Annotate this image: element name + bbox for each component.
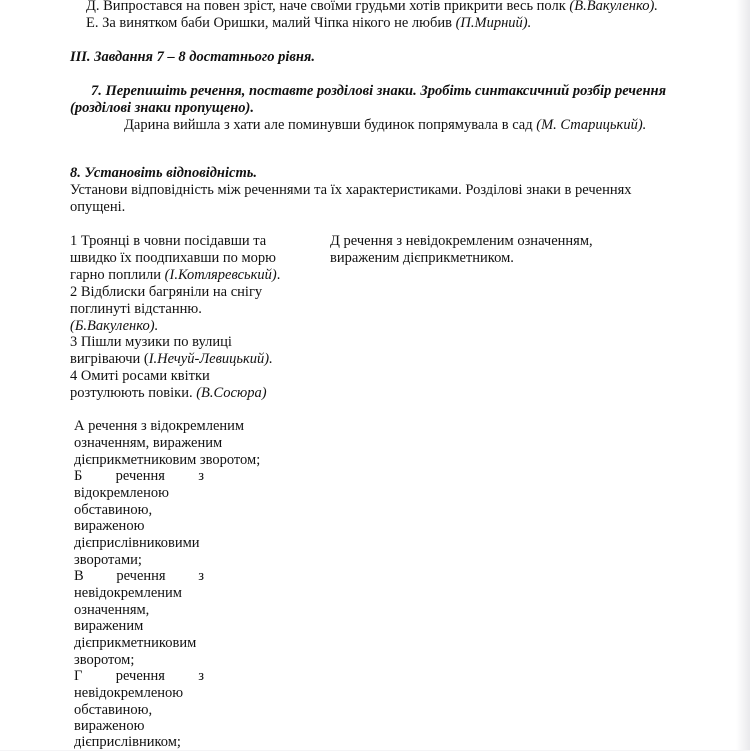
page-edge-shadow <box>736 0 750 750</box>
option-b-line1 <box>74 468 204 485</box>
sentence-1-text: гарно поплили <box>70 267 165 283</box>
task8-heading: 8. Установіть відповідність. <box>70 165 257 181</box>
item-d-author: (В.Вакуленко). <box>569 0 658 14</box>
sentence-2-line2: поглинуті відстанню. <box>70 301 202 317</box>
option-d-line2: вираженим дієприкметником. <box>330 250 514 266</box>
task7-instruction-line2: (розділові знаки пропущено). <box>70 100 254 116</box>
list-item-d <box>86 0 658 15</box>
sentence-3-line2 <box>70 351 273 368</box>
item-e-author: (П.Мирний). <box>455 15 532 31</box>
sentence-3-text: вигріваючи ( <box>70 351 149 367</box>
option-v-line1 <box>74 568 204 585</box>
task7-sentence-text: Дарина вийшла з хати але поминувши будинок попрямувала в сад <box>124 117 537 133</box>
option-v-line2: невідокремленим <box>74 585 182 601</box>
task8-intro-line1: Установи відповідність між реченнями та їх характеристиками. Розділові знаки в реченнях <box>70 182 632 198</box>
sentence-4-line2 <box>70 385 267 402</box>
option-g-line1 <box>74 668 204 685</box>
option-g-line5: дієприслівником; <box>74 734 181 750</box>
sentence-4-line1: 4 Омиті росами квітки <box>70 368 210 384</box>
option-b-prep: з <box>198 468 204 484</box>
sentence-4-author: (В.Сосюра) <box>196 385 267 401</box>
option-v-line4: вираженим <box>74 618 144 634</box>
task8-intro-line2: опущені. <box>70 199 126 215</box>
sentence-1-line2: швидко їх поодпихавши по морю <box>70 250 277 266</box>
option-a-line3: дієприкметниковим зворотом; <box>74 452 261 468</box>
sentence-1-line1: 1 Троянці в човни посідавши та <box>70 233 267 249</box>
task7-instruction-line1: 7. Перепишіть речення, поставте розділові знаки. Зробіть синтаксичний розбір речення <box>91 83 667 99</box>
sentence-4-text: розтулюють повіки. <box>70 385 197 401</box>
sentence-1-end: . <box>276 267 281 283</box>
item-e-text: Е. За винятком баби Оришки, малий Чіпка нікого не любив <box>86 15 456 31</box>
option-v-letter: В <box>74 568 84 584</box>
option-v-line5: дієприкметниковим <box>74 635 197 651</box>
list-item-e <box>86 15 531 32</box>
sentence-2-author: (Б.Вакуленко). <box>70 318 159 334</box>
sentence-3-author: І.Нечуй-Левицький). <box>148 351 273 367</box>
option-v-word: речення <box>116 568 166 584</box>
option-v-line6: зворотом; <box>74 652 135 668</box>
option-b-line4: вираженою <box>74 518 145 534</box>
sentence-1-author: (І.Котляревський) <box>164 267 277 283</box>
option-b-line6: зворотами; <box>74 552 142 568</box>
task7-sentence-author: (М. Старицький). <box>536 117 647 133</box>
option-g-line3: обставиною, <box>74 702 153 718</box>
option-v-line3: означенням, <box>74 602 150 618</box>
option-a-line2: означенням, вираженим <box>74 435 223 451</box>
option-b-line3: обставиною, <box>74 502 153 518</box>
option-b-line2: відокремленою <box>74 485 169 501</box>
option-g-letter: Г <box>74 668 83 684</box>
option-g-prep: з <box>198 668 204 684</box>
option-b-word: речення <box>115 468 165 484</box>
option-g-line2: невідокремленою <box>74 685 184 701</box>
sentence-1-line3 <box>70 267 280 284</box>
section-heading: ІІІ. Завдання 7 – 8 достатнього рівня. <box>70 49 316 65</box>
option-g-line4: вираженою <box>74 718 145 734</box>
option-d-line1: Д речення з невідокремленим означенням, <box>330 233 593 249</box>
option-v-prep: з <box>198 568 204 584</box>
option-a-line1: А речення з відокремленим <box>74 418 245 434</box>
option-g-word: речення <box>115 668 165 684</box>
sentence-3-line1: 3 Пішли музики по вулиці <box>70 334 232 350</box>
task7-sentence <box>124 117 646 134</box>
option-b-letter: Б <box>74 468 83 484</box>
item-d-text: Д. Випростався на повен зріст, наче своїми грудьми хотів прикрити весь полк <box>86 0 570 14</box>
sentence-2-line1: 2 Відблиски багряніли на снігу <box>70 284 263 300</box>
option-b-line5: дієприслівниковими <box>74 535 200 551</box>
